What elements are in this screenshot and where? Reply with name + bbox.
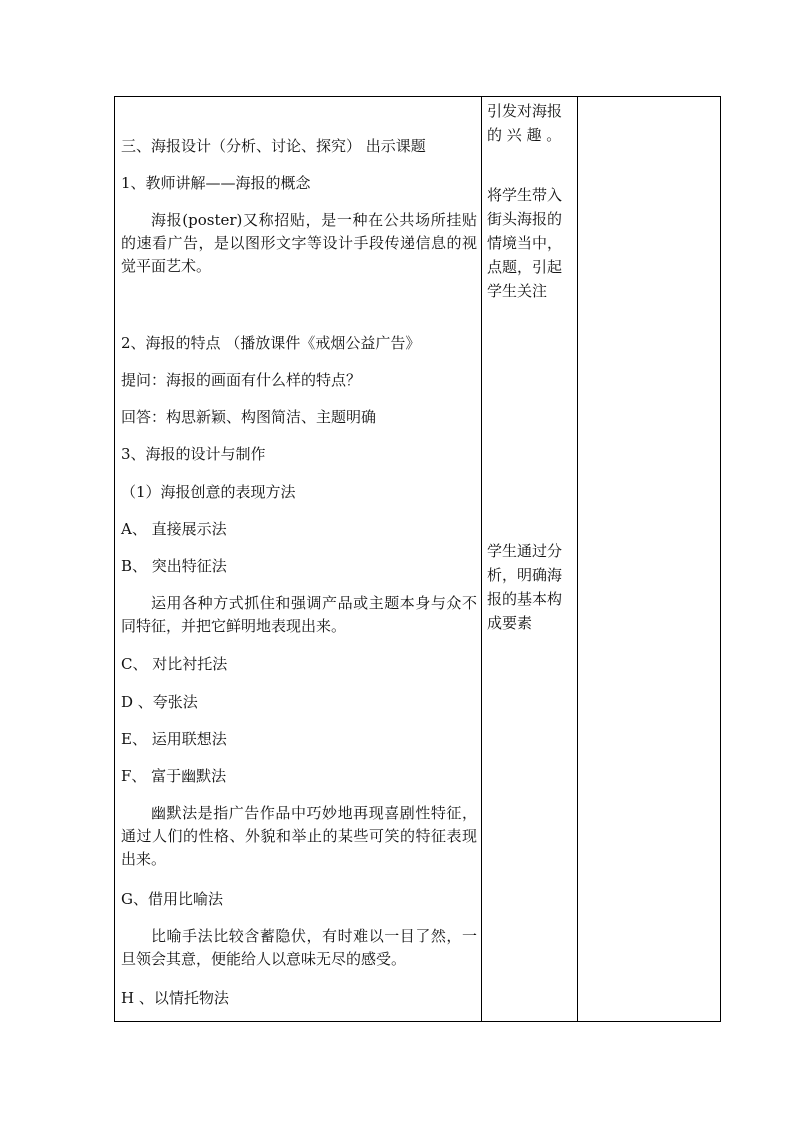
question-text: 提问：海报的画面有什么样的特点？ xyxy=(121,371,362,389)
item-features: 2、海报的特点 （播放课件《戒烟公益广告》 xyxy=(121,334,421,352)
method-b-paragraph: 运用各种方式抓住和强调产品或主题本身与众不同特征，并把它鲜明地表现出来。 xyxy=(121,594,477,635)
note-interest: 引发对海报的 兴 趣 。 xyxy=(487,102,563,144)
method-a: A、 直接展示法 xyxy=(121,520,227,538)
method-g-paragraph: 比喻手法比较含蓄隐伏，有时难以一目了然，一旦领会其意，便能给人以意味无尽的感受。 xyxy=(121,927,477,968)
method-g: G、借用比喻法 xyxy=(121,890,223,908)
method-b: B、 突出特征法 xyxy=(121,557,227,575)
method-e: E、 运用联想法 xyxy=(121,730,227,748)
note-analysis: 学生通过分析，明确海报的基本构成要素 xyxy=(487,542,563,632)
method-c: C、 对比衬托法 xyxy=(121,655,228,673)
concept-paragraph: 海报(poster)又称招贴，是一种在公共场所挂贴的速看广告，是以图形文字等设计手段传递信息的视觉平面艺术。 xyxy=(121,211,477,275)
column-divider-2 xyxy=(577,97,578,1021)
method-f: F、 富于幽默法 xyxy=(121,767,227,785)
answer-text: 回答：构思新颖、构图简洁、主题明确 xyxy=(121,408,377,426)
method-h: H 、以情托物法 xyxy=(121,989,229,1007)
section-title: 三、海报设计（分析、讨论、探究） 出示课题 xyxy=(121,137,426,155)
note-street-posters: 将学生带入街头海报的情境当中，点题，引起学生关注 xyxy=(487,186,563,300)
method-d: D 、夸张法 xyxy=(121,693,198,711)
item-design: 3、海报的设计与制作 xyxy=(121,445,266,463)
lesson-table xyxy=(114,96,721,1022)
method-f-paragraph: 幽默法是指广告作品中巧妙地再现喜剧性特征，通过人们的性格、外貌和举止的某些可笑的特征表现出来。 xyxy=(121,804,477,868)
subheading-methods: （1）海报创意的表现方法 xyxy=(121,483,296,501)
item-concept: 1、教师讲解——海报的概念 xyxy=(121,174,311,192)
column-divider-1 xyxy=(481,97,482,1021)
